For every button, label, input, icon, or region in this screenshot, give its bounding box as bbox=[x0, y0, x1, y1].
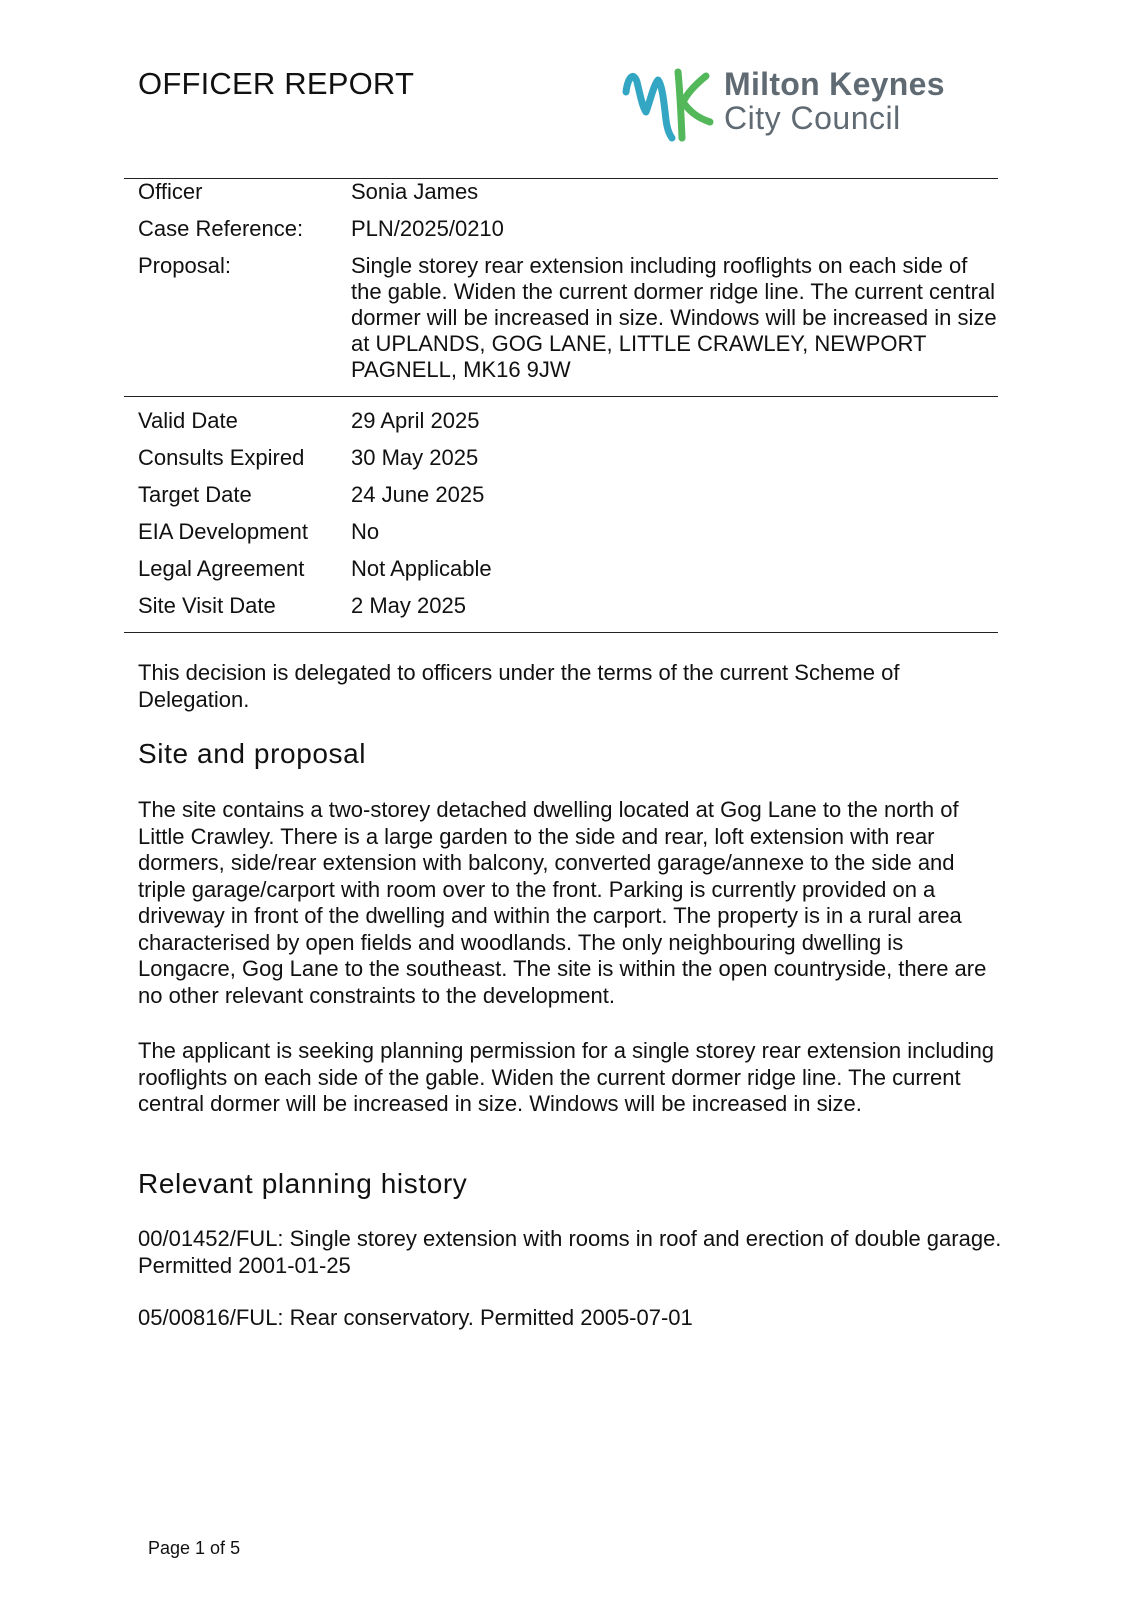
field-value: Single storey rear extension including rooflights on each side of the gable. Widen the current dormer ridge line. The current central dormer will be increased in size. Windows will be increased in size at UPLANDS, GOG LANE, LITTLE CRAWLEY, NEWPORT PAGNELL, MK16 9JW bbox=[351, 253, 997, 382]
field-label: Case Reference: bbox=[138, 216, 304, 241]
council-logo bbox=[620, 62, 1000, 146]
section-heading-planning-history: Relevant planning history bbox=[138, 1168, 468, 1199]
field-value: 2 May 2025 bbox=[351, 593, 466, 618]
field-value: 30 May 2025 bbox=[351, 445, 479, 470]
report-title: OFFICER REPORT bbox=[138, 66, 415, 101]
field-label: Site Visit Date bbox=[138, 593, 276, 618]
field-label: Proposal: bbox=[138, 253, 231, 278]
field-value: Not Applicable bbox=[351, 556, 492, 581]
proposal-description-paragraph: The applicant is seeking planning permission for a single storey rear extension including rooflights on each side of the gable. Widen the current dormer ridge line. The current central dormer will be increased in size. Windows will be increased in size. bbox=[138, 1038, 995, 1116]
site-description-paragraph: The site contains a two-storey detached dwelling located at Gog Lane to the north of Little Crawley. There is a large garden to the side and rear, loft extension with rear dormers, side/rear extension with balcony, converted garage/annexe to the side and triple garage/carport with room over to the front. Parking is currently provided on a driveway in front of the dwelling and within the carport. The property is in a rural area characterised by open fields and woodlands. The only neighbouring dwelling is Longacre, Gog Lane to the southeast. The site is within the open countryside, there are no other relevant constraints to the development. bbox=[138, 797, 987, 1008]
field-value: No bbox=[351, 519, 380, 544]
logo-line-1: Milton Keynes bbox=[724, 66, 945, 102]
delegation-statement: This decision is delegated to officers under the terms of the current Scheme of Delegation. bbox=[138, 660, 900, 712]
field-value: Sonia James bbox=[351, 179, 479, 204]
case-info-row-officer bbox=[138, 179, 998, 216]
logo-line-2: City Council bbox=[724, 100, 901, 136]
date-row-target-date bbox=[138, 482, 998, 519]
field-label: EIA Development bbox=[138, 519, 308, 544]
field-value: 29 April 2025 bbox=[351, 408, 480, 433]
divider-bottom bbox=[124, 632, 998, 633]
mk-logo-icon bbox=[620, 62, 720, 146]
case-info-row-case-reference bbox=[138, 216, 998, 253]
divider-middle bbox=[124, 396, 998, 397]
date-row-eia-development bbox=[138, 519, 998, 556]
planning-history-item: 05/00816/FUL: Rear conservatory. Permitted 2005-07-01 bbox=[138, 1305, 693, 1330]
date-row-valid-date bbox=[138, 408, 998, 445]
page-number: Page 1 of 5 bbox=[148, 1538, 241, 1558]
case-info-row-proposal bbox=[138, 253, 998, 383]
field-value: PLN/2025/0210 bbox=[351, 216, 504, 241]
planning-history-item: 00/01452/FUL: Single storey extension with rooms in roof and erection of double garage. Permitted 2001-01-25 bbox=[138, 1226, 1002, 1278]
field-label: Officer bbox=[138, 179, 203, 204]
field-label: Consults Expired bbox=[138, 445, 305, 470]
field-value: 24 June 2025 bbox=[351, 482, 485, 507]
date-row-consults-expired bbox=[138, 445, 998, 482]
field-label: Target Date bbox=[138, 482, 252, 507]
section-heading-site-and-proposal: Site and proposal bbox=[138, 738, 367, 769]
field-label: Valid Date bbox=[138, 408, 238, 433]
date-row-legal-agreement bbox=[138, 556, 998, 593]
field-label: Legal Agreement bbox=[138, 556, 305, 581]
date-row-site-visit-date bbox=[138, 593, 998, 630]
case-info-table bbox=[138, 179, 998, 383]
dates-table bbox=[138, 408, 998, 630]
